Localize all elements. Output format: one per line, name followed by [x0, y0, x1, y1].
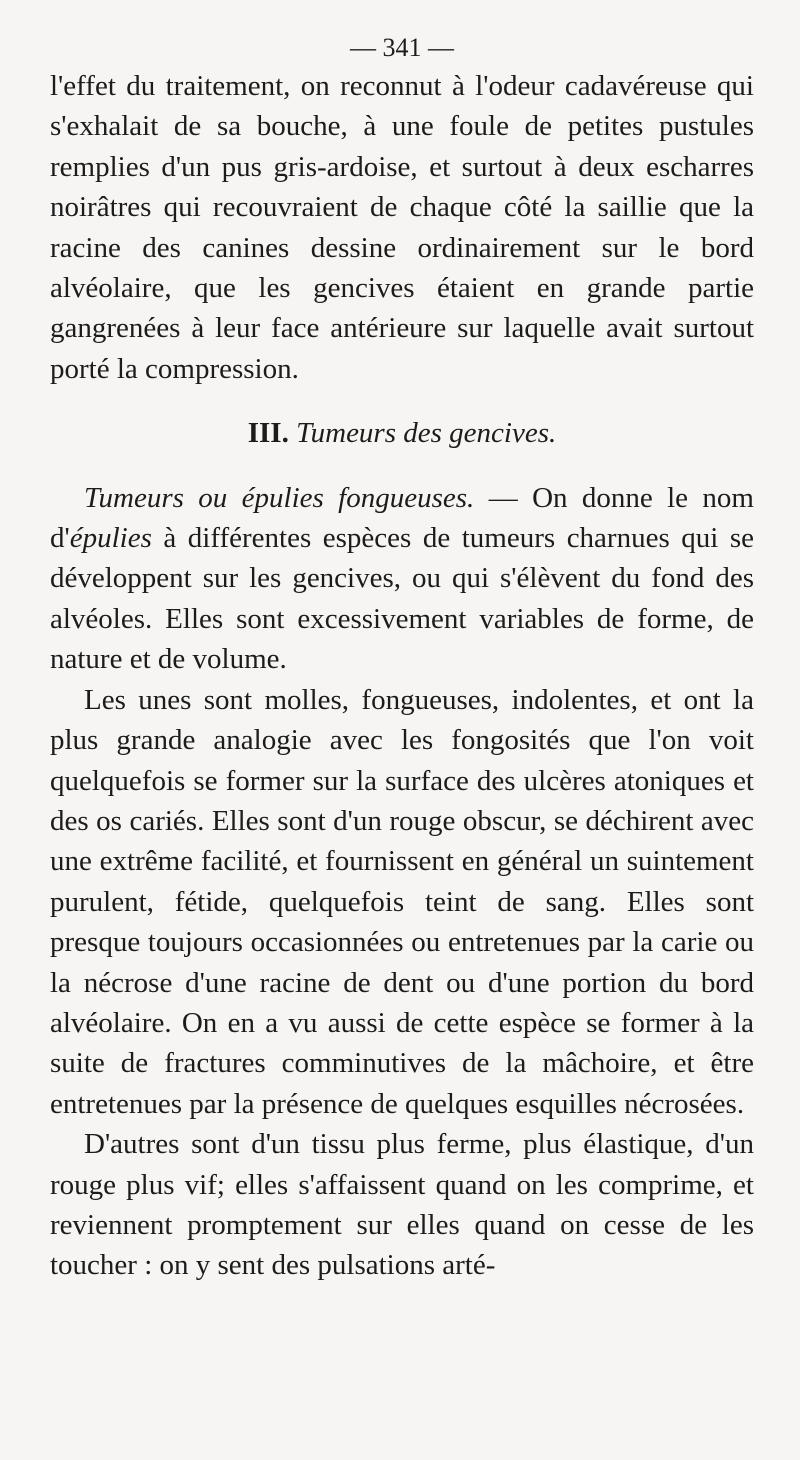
- paragraph-epulies: [50, 478, 754, 680]
- paragraph-epulies-dash: — On donne le nom d': [50, 481, 754, 555]
- paragraph-soft-tumors: Les unes sont molles, fongueuses, indolentes, et ont la plus grande analogie avec les fongosités que l'on voit quelquefois se former sur la surface des ulcères atoniques et des os cariés. Elles sont d'un rouge obscur, se déchirent avec une extrême facilité, et fournissent en général un suintement purulent, fétide, quelquefois teint de sang. Elles sont presque toujours occasionnées ou entretenues par la carie ou la nécrose d'une racine de dent ou d'une portion du bord alvéolaire. On en a vu aussi de cette espèce se former à la suite de fractures comminutives de la mâchoire, et être entretenues par la présence de quelques esquilles nécrosées.: [50, 683, 754, 1120]
- paragraph-firm-tumors: D'autres sont d'un tissu plus ferme, plus élastique, d'un rouge plus vif; elles s'affaissent quand on les comprime, et reviennent promptement sur elles quand on cesse de les toucher : on y sent des pulsations arté-: [50, 1128, 754, 1282]
- section-heading: [50, 413, 754, 453]
- page-body: [50, 66, 754, 1286]
- section-number: III.: [247, 417, 289, 450]
- term-epulies: épulies: [69, 522, 152, 555]
- page-number: — 341 —: [350, 33, 454, 62]
- paragraph-continued: l'effet du traitement, on reconnut à l'odeur cadavéreuse qui s'exhalait de sa bouche, à une foule de petites pustules remplies d'un pus gris-ardoise, et surtout à deux escharres noirâtres qui recouvraient de chaque côté la saillie que la racine des canines dessine ordinairement sur le bord alvéolaire, que les gencives étaient en grande partie gangrenées à leur face antérieure sur laquelle avait surtout porté la compression.: [50, 70, 754, 385]
- subsection-lead: Tumeurs ou épulies fongueuses.: [84, 481, 475, 514]
- section-title: Tumeurs des gencives.: [296, 417, 557, 450]
- paragraph-epulies-text: à différentes espèces de tumeurs charnues qui se développent sur les gencives, ou qui s'élèvent du fond des alvéoles. Elles sont excessivement variables de forme, de nature et de volume.: [50, 522, 754, 676]
